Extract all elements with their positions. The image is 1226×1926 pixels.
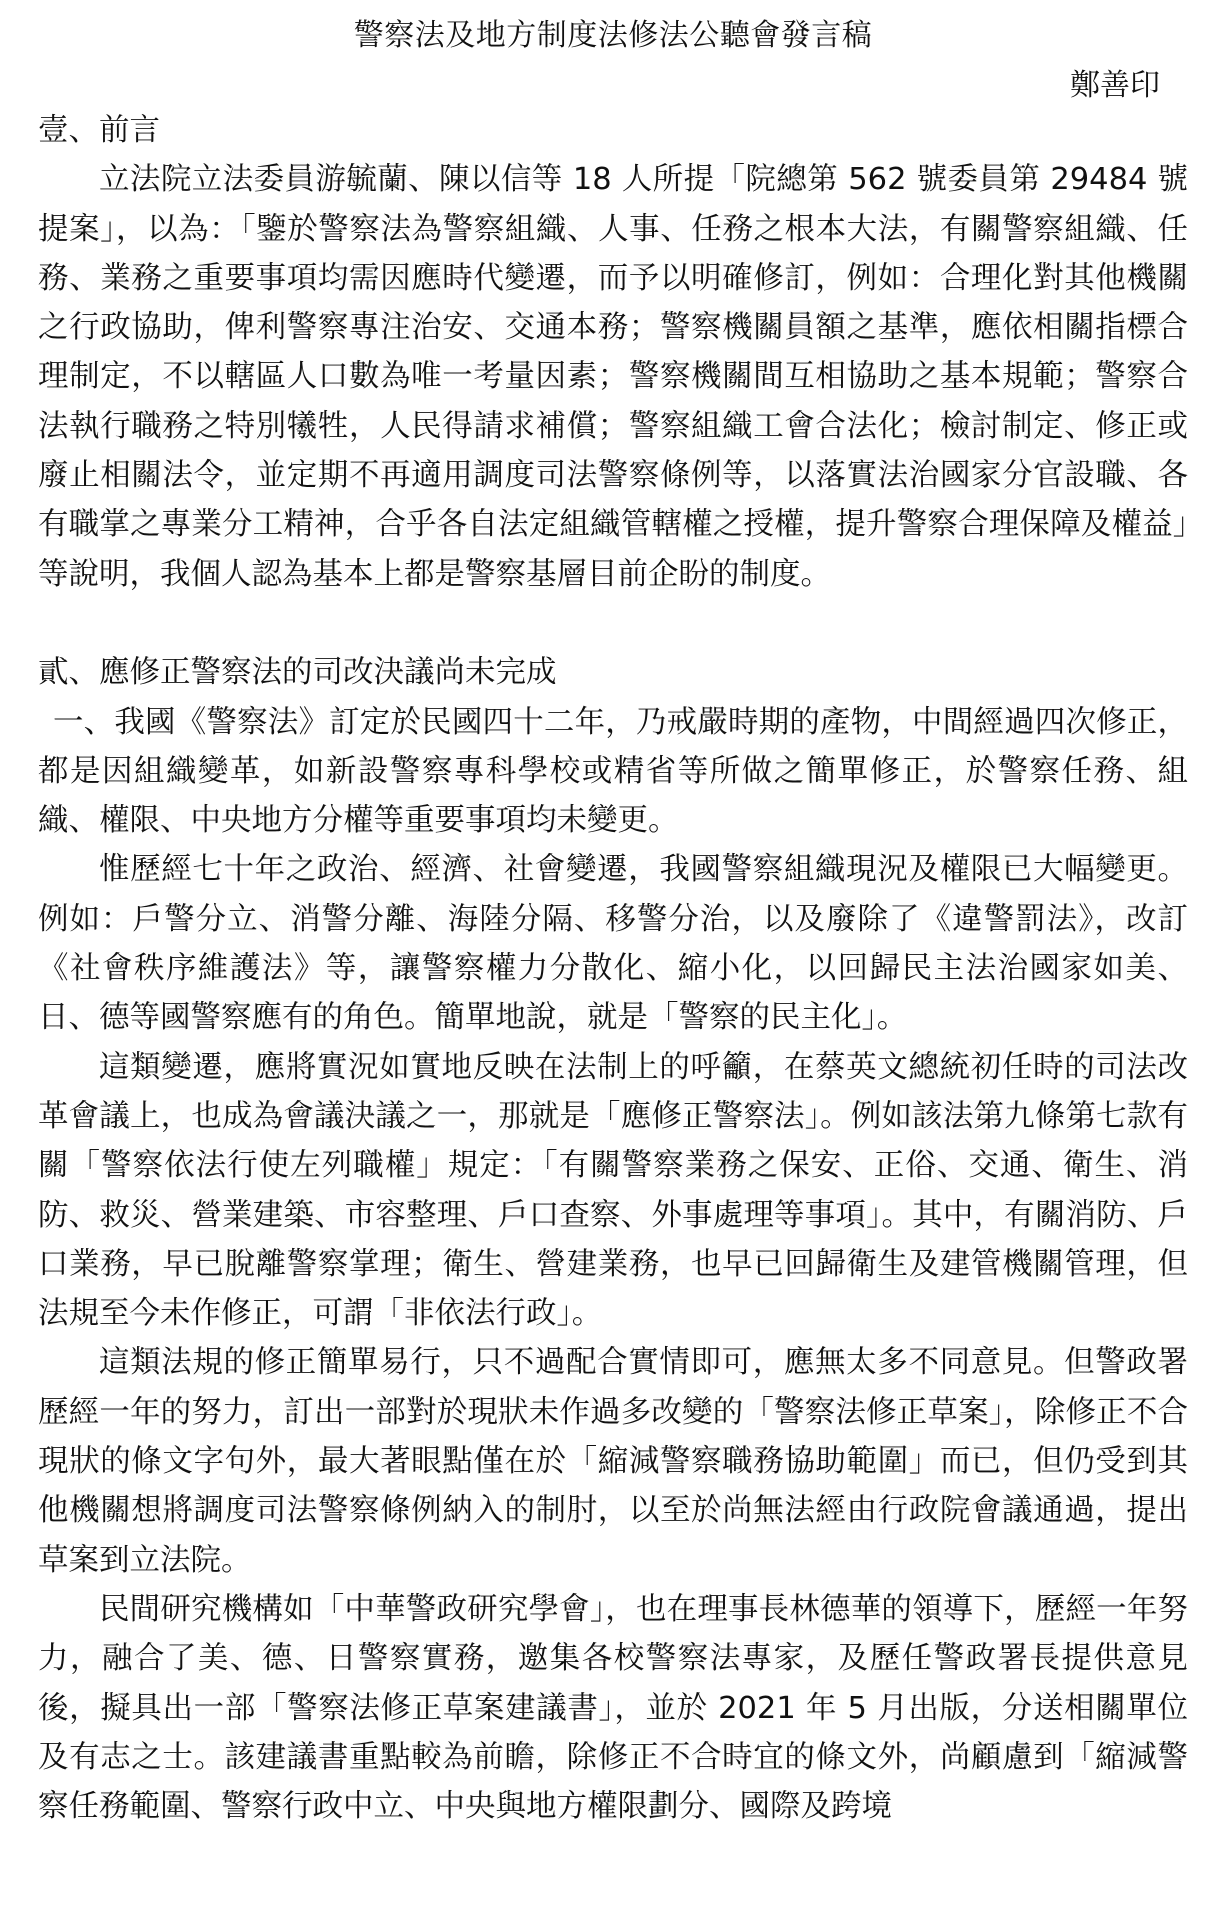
- section-police-law-reform: [38, 648, 1188, 1831]
- section-heading: 壹、前言: [38, 113, 160, 148]
- paragraph: 這類法規的修正簡單易行，只不過配合實情即可，應無太多不同意見。但警政署歷經一年的努力，訂出一部對於現狀未作過多改變的「警察法修正草案」，除修正不合現狀的條文字句外，最大著眼點僅在於「縮減警察職務協助範圍」而已，但仍受到其他機關想將調度司法警察條例納入的制肘，以至於尚無法經由行政院會議通過，提出草案到立法院。: [38, 1345, 1188, 1578]
- section-introduction: [38, 106, 1188, 599]
- section-heading: 貳、應修正警察法的司改決議尚未完成: [38, 655, 557, 691]
- document-author: 鄭善印: [1070, 68, 1160, 103]
- document-body: [38, 106, 1188, 1831]
- document-title: 警察法及地方制度法修法公聽會發言稿: [353, 18, 873, 53]
- paragraph: 惟歷經七十年之政治、經濟、社會變遷，我國警察組織現況及權限已大幅變更。例如：戶警分立、消警分離、海陸分隔、移警分治，以及廢除了《違警罰法》，改訂《社會秩序維護法》等，讓警察權力分散化、縮小化，以回歸民主法治國家如美、日、德等國警察應有的角色。簡單地說，就是「警察的民主化」。: [38, 852, 1188, 1036]
- paragraph: 立法院立法委員游毓蘭、陳以信等 18 人所提「院總第 562 號委員第 29484 號提案」，以為：「鑒於警察法為警察組織、人事、任務之根本大法，有關警察組織、任務、業務之重要事項均需因應時代變遷，而予以明確修訂，例如：合理化對其他機關之行政協助，俾利警察專注治安、交通本務；警察機關員額之基準，應依相關指標合理制定，不以轄區人口數為唯一考量因素；警察機關間互相協助之基本規範；警察合法執行職務之特別犧牲，人民得請求補償；警察組織工會合法化；檢討制定、修正或廢止相關法令，並定期不再適用調度司法警察條例等，以落實法治國家分官設職、各有職掌之專業分工精神，合乎各自法定組織管轄權之授權，提升警察合理保障及權益」等說明，我個人認為基本上都是警察基層目前企盼的制度。: [38, 162, 1188, 592]
- sub-item: 一、我國《警察法》訂定於民國四十二年，乃戒嚴時期的產物，中間經過四次修正，都是因組織變革，如新設警察專科學校或精省等所做之簡單修正，於警察任務、組織、權限、中央地方分權等重要事項均未變更。: [38, 704, 1188, 839]
- paragraph: 民間研究機構如「中華警政研究學會」，也在理事長林德華的領導下，歷經一年努力，融合了美、德、日警察實務，邀集各校警察法專家，及歷任警政署長提供意見後，擬具出一部「警察法修正草案建議書」，並於 2021 年 5 月出版，分送相關單位及有志之士。該建議書重點較為前瞻，除修正不合時宜的條文外，尚顧慮到「縮減警察任務範圍、警察行政中立、中央與地方權限劃分、國際及跨境: [38, 1591, 1188, 1825]
- paragraph: 這類變遷，應將實況如實地反映在法制上的呼籲，在蔡英文總統初任時的司法改革會議上，也成為會議決議之一，那就是「應修正警察法」。例如該法第九條第七款有關「警察依法行使左列職權」規定：「有關警察業務之保安、正俗、交通、衛生、消防、救災、營業建築、市容整理、戶口查察、外事處理等事項」。其中，有關消防、戶口業務，早已脫離警察掌理；衛生、營建業務，也早已回歸衛生及建管機關管理，但法規至今未作修正，可謂「非依法行政」。: [38, 1049, 1188, 1332]
